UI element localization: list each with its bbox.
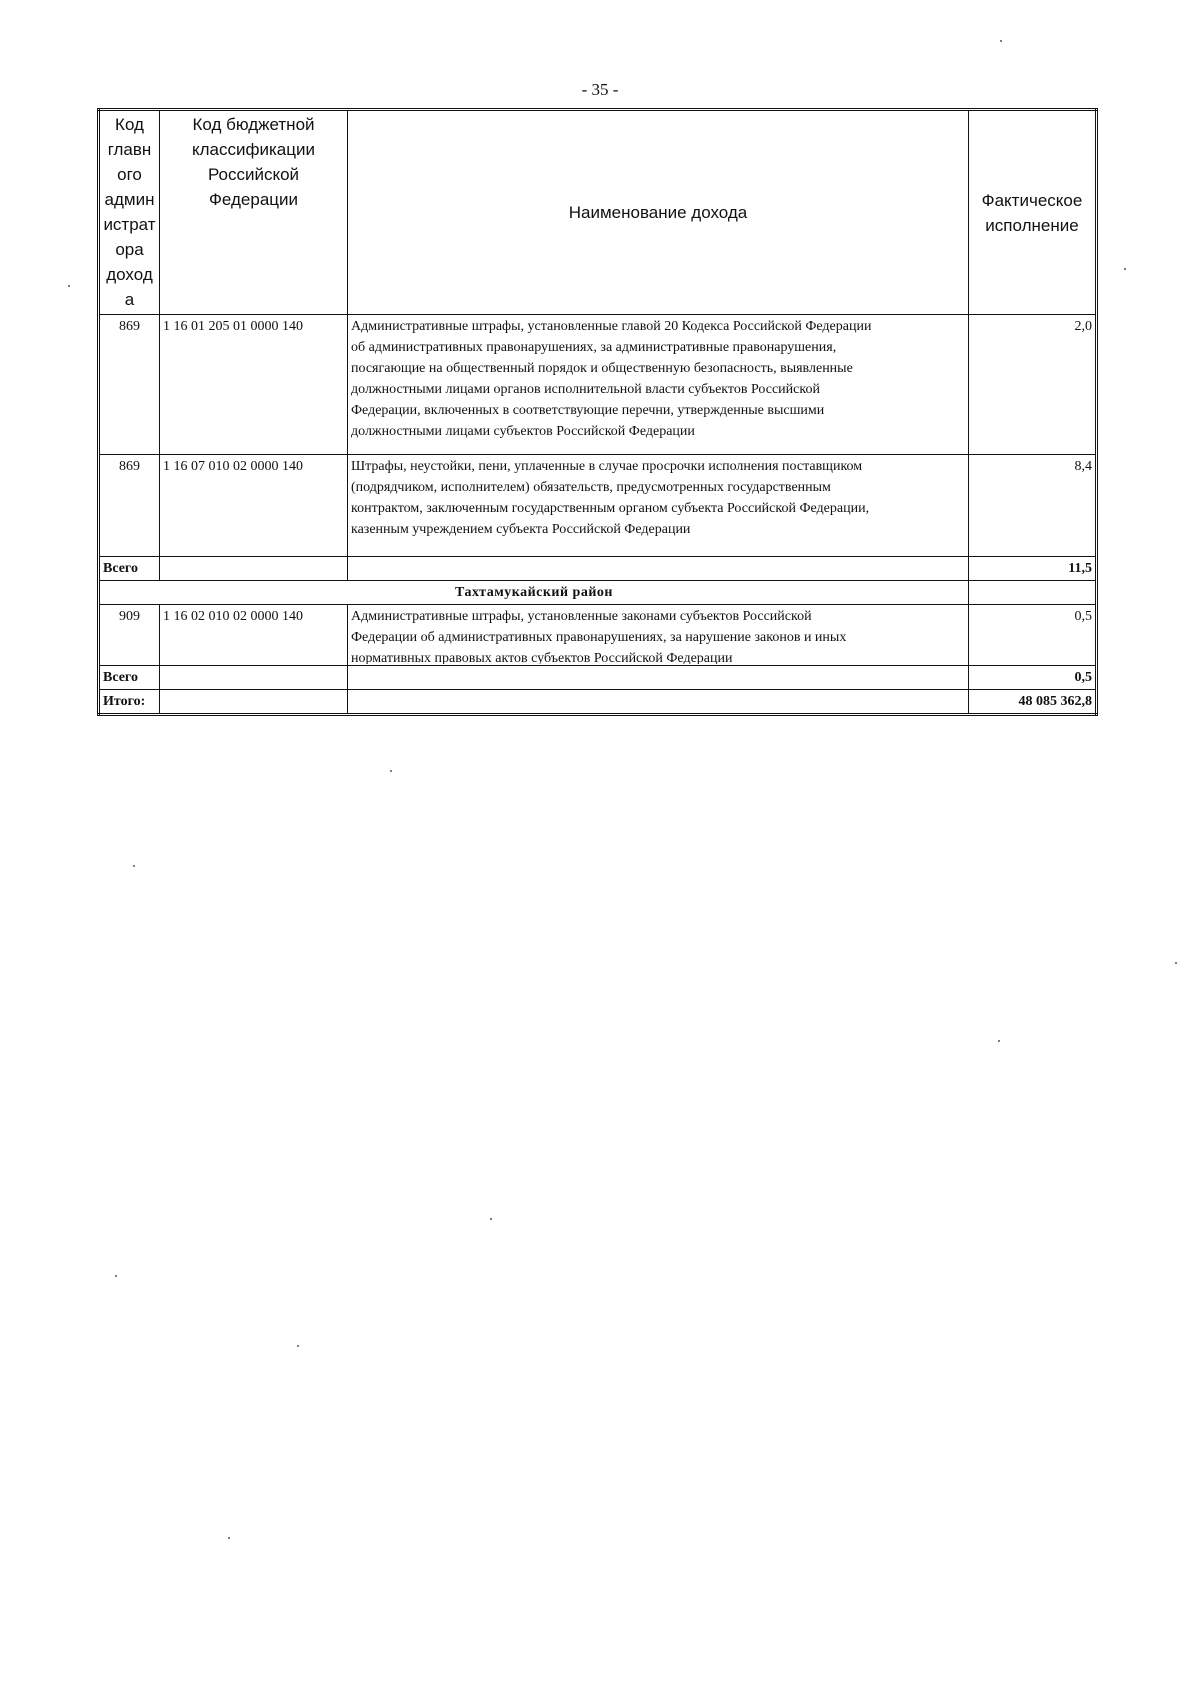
income-name-line: посягающие на общественный порядок и общественную безопасность, выявленные [351,361,853,376]
header-budget-code-line: классификации [192,140,315,159]
budget-code-cell: 1 16 01 205 01 0000 140 [160,315,348,455]
empty-cell [160,557,348,581]
header-budget-code-line: Российской [207,165,300,184]
header-admin-code-line: а [124,290,135,309]
empty-cell [348,557,969,581]
header-admin-code-line: ого [117,165,142,184]
empty-cell [348,666,969,690]
subtotal-row [99,557,1097,581]
income-name-line: (подрядчиком, исполнителем) обязательств, предусмотренных государственным [351,480,831,495]
execution-value-cell: 0,5 [969,605,1097,666]
scan-speck [115,1275,117,1277]
income-name-line: Штрафы, неустойки, пени, уплаченные в случае просрочки исполнения поставщиком [351,459,863,474]
header-execution-line: Фактическое [981,190,1083,210]
table-row [99,315,1097,455]
admin-code-cell: 909 [99,605,160,666]
header-admin-code-line: главн [107,140,152,159]
income-name-line: Федерации об административных правонарушениях, за нарушение законов и иных [351,630,847,645]
income-name-line: должностными лицами органов исполнительной власти субъектов Российской [351,382,820,397]
income-name-line: Федерации, включенных в соответствующие перечни, утвержденные высшими [351,403,825,418]
header-execution-line: исполнение [985,215,1079,235]
scan-speck [490,1218,492,1220]
empty-cell [969,581,1097,605]
subtotal-row [99,666,1097,690]
header-income-name: Наименование дохода [348,110,969,315]
scan-speck [998,1040,1000,1042]
income-name-line: контрактом, заключенным государственным органом субъекта Российской Федерации, [351,501,870,516]
subtotal-value: 0,5 [969,666,1097,690]
grand-total-value: 48 085 362,8 [969,690,1097,715]
subtotal-label: Всего [99,666,160,690]
header-admin-code-line: Код [115,115,144,134]
income-name-line: нормативных правовых актов субъектов Российской Федерации [351,651,733,664]
scan-speck [228,1537,230,1539]
table-row [99,605,1097,666]
scan-speck [68,285,70,287]
scan-speck [1000,40,1002,42]
section-title: Тахтамукайский район [99,581,969,605]
scan-speck [1124,268,1126,270]
grand-total-label: Итого: [99,690,160,715]
scan-speck [297,1345,299,1347]
header-admin-code [99,110,160,315]
execution-value-cell: 8,4 [969,455,1097,557]
revenue-table [97,108,1098,716]
execution-value-cell: 2,0 [969,315,1097,455]
empty-cell [160,690,348,715]
income-name-line: казенным учреждением субъекта Российской Федерации [351,522,691,537]
empty-cell [348,690,969,715]
header-budget-code [160,110,348,315]
budget-code-cell: 1 16 02 010 02 0000 140 [160,605,348,666]
page-number: - 35 - [581,80,619,99]
income-name-clip [351,606,965,664]
income-name-cell [348,315,969,455]
scan-speck [1175,962,1177,964]
income-name-line: об административных правонарушениях, за административные правонарушения, [351,340,837,355]
header-admin-code-line: доход [106,265,153,284]
income-name-cell [348,455,969,557]
subtotal-value: 11,5 [969,557,1097,581]
scan-speck [390,770,392,772]
table-row [99,455,1097,557]
subtotal-label: Всего [99,557,160,581]
income-name-line: должностными лицами субъектов Российской Федерации [351,424,695,439]
header-execution [969,110,1097,315]
empty-cell [160,666,348,690]
header-admin-code-line: истрат [103,215,156,234]
grand-total-row [99,690,1097,715]
section-row [99,581,1097,605]
income-name-cell [348,605,969,666]
budget-code-cell: 1 16 07 010 02 0000 140 [160,455,348,557]
scan-speck [133,865,135,867]
income-name-line: Административные штрафы, установленные законами субъектов Российской [351,609,812,624]
header-admin-code-line: ора [115,240,144,259]
header-budget-code-line: Федерации [208,190,299,209]
header-budget-code-line: Код бюджетной [192,115,315,134]
income-name-line: Административные штрафы, установленные главой 20 Кодекса Российской Федерации [351,319,872,334]
header-admin-code-line: админ [104,190,155,209]
admin-code-cell: 869 [99,455,160,557]
table-header-row [99,110,1097,315]
admin-code-cell: 869 [99,315,160,455]
